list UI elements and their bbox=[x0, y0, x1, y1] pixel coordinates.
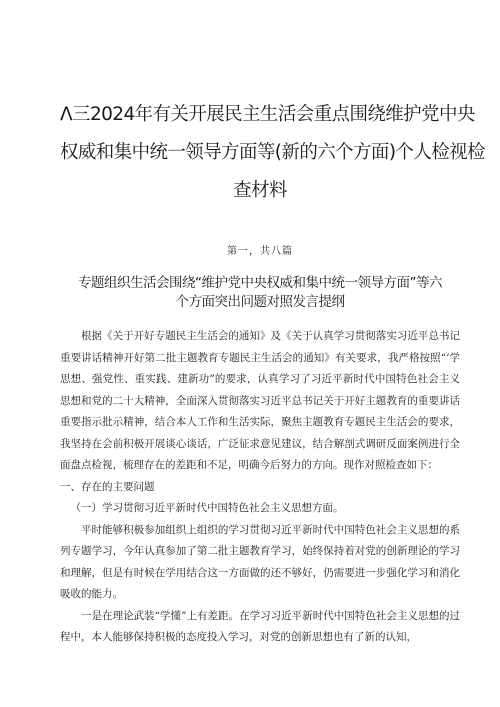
section-subtitle bbox=[60, 274, 460, 312]
body-text bbox=[60, 326, 460, 649]
document-title-line-3: 查材料 bbox=[233, 180, 287, 201]
intro-paragraph: 根据《关于开好专题民主生活会的通知》及《关于认真学习贯彻落实习近平总书记重要讲话精神开好第二批主题教育专题民主生活会的通知》有关要求，我严格按照“‘学思想、强党性、重实践、建新功”的要求，认真学习了习近平新时代中国特色社会主义思想和党的二十大精神，全面深入贯彻落实习近平总书记关于开好主题教育的重要讲话重要指示批示精神，结合本人工作和生活实际，聚焦主题教育专题民主生活会的要求，我坚持在会前积极开展谈心谈话，广泛征求意见建议，结合解剖式调研反面案例进行全面盘点检视，梳理存在的差距和不足，明确今后努力的方向。现作对照检查如下： bbox=[60, 330, 460, 471]
section-heading: 一、存在的主要问题 bbox=[60, 480, 155, 493]
document-title-line-2: 权威和集中统一领导方面等(新的六个方面)个人检视检 bbox=[60, 142, 485, 163]
body-paragraph: 平时能够积极参加组织上组织的学习贯彻习近平新时代中国特色社会主义思想的系列专题学习，今年认真参加了第二批主题教育学习，始终保持着对党的创新理论的学习和理解，但是有时候在学用结合这一方面做的还不够好，仍需要进一步强化学习和消化吸收的能力。 bbox=[60, 523, 460, 600]
subsection-heading: （一）学习贯彻习近平新时代中国特色社会主义思想方面。 bbox=[70, 502, 344, 514]
subtitle-line-1: 专题组织生活会围绕“维护党中央权威和集中统一领导方面”等六 bbox=[78, 275, 442, 291]
part-label: 第一，共八篇 bbox=[227, 246, 293, 257]
document-title-line-1: Λ三2024年有关开展民主生活会重点围绕维护党中央 bbox=[60, 104, 475, 125]
subtitle-line-2: 个方面突出问题对照发言提纲 bbox=[175, 294, 345, 310]
body-paragraph: 一是在理论武装“学懂”上有差距。在学习习近平新时代中国特色社会主义思想的过程中，本人能够保持积极的态度投入学习，对党的创新思想也有了新的认知， bbox=[60, 609, 460, 643]
